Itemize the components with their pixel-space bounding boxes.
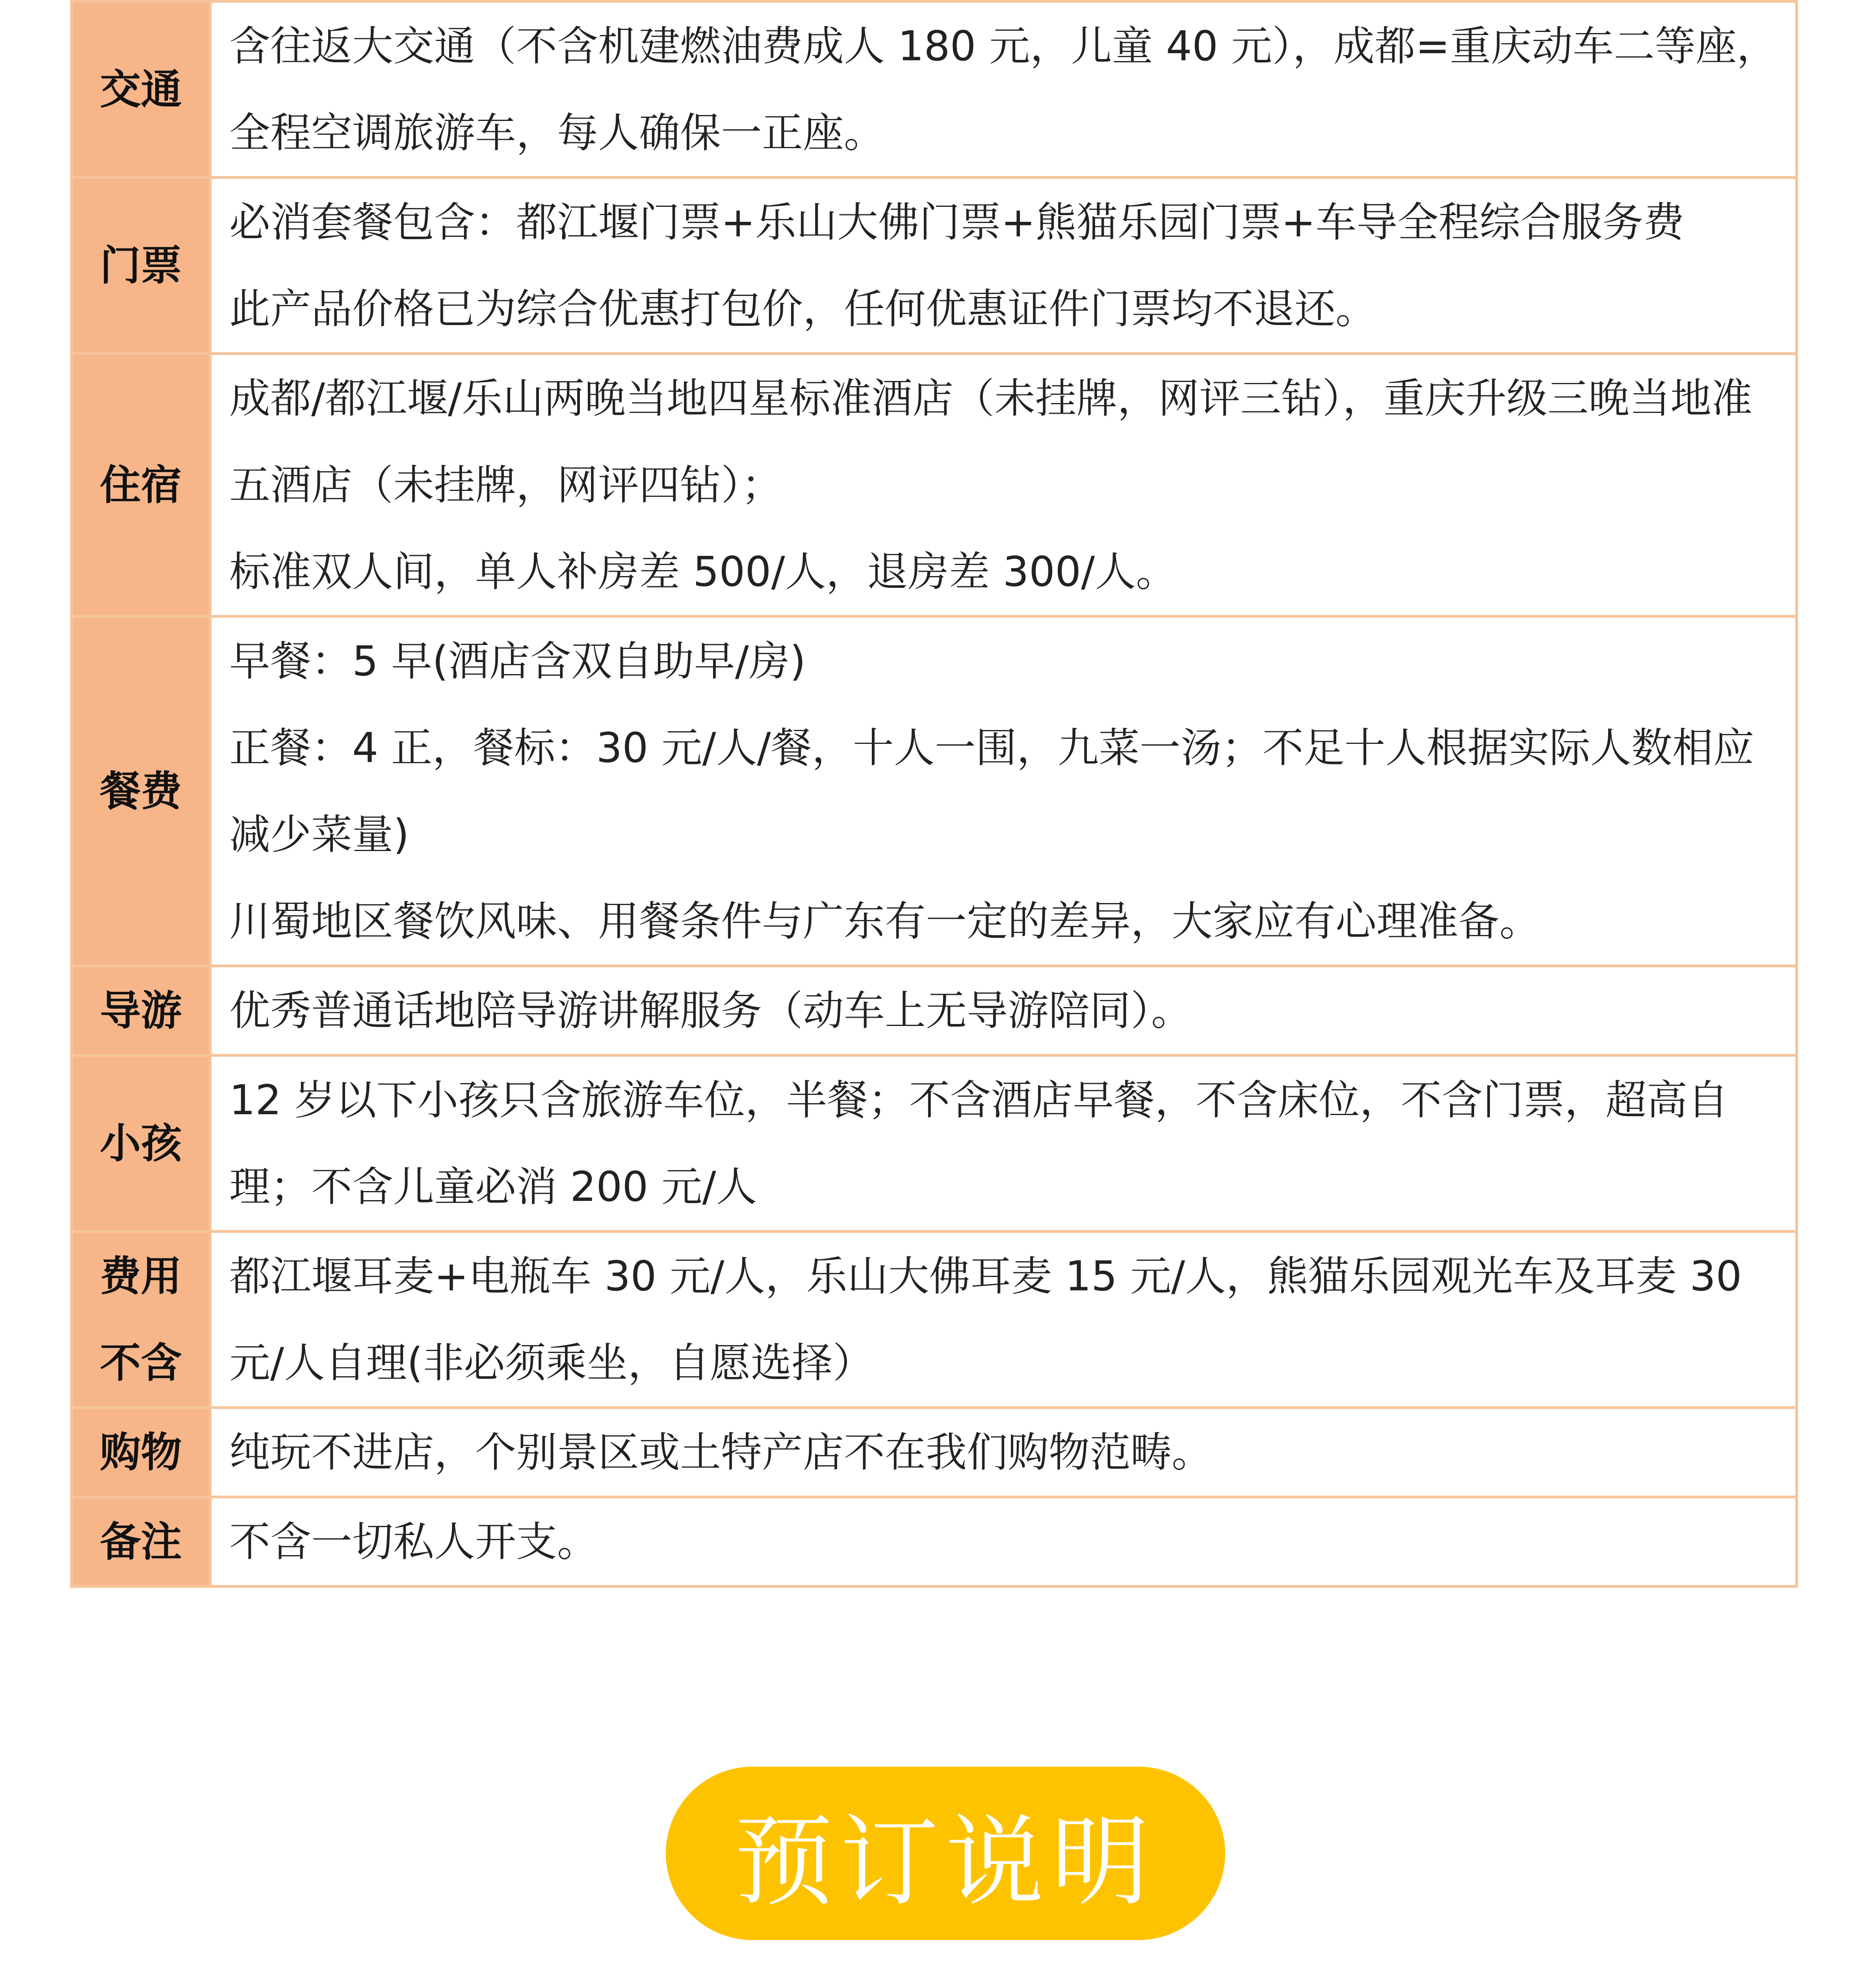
row-content-line: 此产品价格已为综合优惠打包价，任何优惠证件门票均不退还。 [229, 285, 1377, 333]
table-row-shopping [72, 1408, 1797, 1497]
row-label [72, 178, 210, 354]
row-content [210, 178, 1797, 354]
row-content [210, 1056, 1797, 1232]
row-content-line: 川蜀地区餐饮风味、用餐条件与广东有一定的差异，大家应有心理准备。 [229, 897, 1541, 945]
row-label-text: 小孩 [100, 1119, 182, 1167]
row-content [210, 1408, 1797, 1497]
row-content [210, 2, 1797, 178]
row-content-line: 早餐：5 早(酒店含双自助早/房) [229, 637, 806, 685]
row-label [72, 354, 210, 617]
row-label [72, 1232, 210, 1408]
table-row-remarks [72, 1497, 1797, 1587]
row-content-line: 必消套餐包含：都江堰门票+乐山大佛门票+熊猫乐园门票+车导全程综合服务费 [229, 198, 1685, 246]
row-content-line: 优秀普通话地陪导游讲解服务（动车上无导游陪同）。 [229, 987, 1192, 1035]
row-content [210, 1232, 1797, 1408]
row-label [72, 1408, 210, 1497]
row-label-text: 餐费 [100, 767, 182, 815]
row-label [72, 1056, 210, 1232]
row-content-line: 不含一切私人开支。 [229, 1518, 598, 1566]
row-label-text: 不含 [100, 1339, 182, 1387]
row-label [72, 966, 210, 1056]
row-label [72, 1497, 210, 1587]
table-row-meals [72, 617, 1797, 966]
row-label-text: 备注 [100, 1518, 182, 1566]
row-label [72, 2, 210, 178]
row-label-text: 购物 [100, 1428, 182, 1476]
row-label-text: 导游 [100, 987, 182, 1035]
row-content-line: 纯玩不进店，个别景区或土特产店不在我们购物范畴。 [229, 1428, 1213, 1476]
row-content-line: 成都/都江堰/乐山两晚当地四星标准酒店（未挂牌，网评三钻），重庆升级三晚当地准五酒店（未挂牌，网评四钻）； [229, 374, 1753, 509]
table-row-tickets [72, 178, 1797, 354]
section-title: 预订说明 [734, 1805, 1157, 1919]
row-content-line: 都江堰耳麦+电瓶车 30 元/人，乐山大佛耳麦 15 元/人，熊猫乐园观光车及耳麦 30 元/人自理(非必须乘坐，自愿选择） [229, 1252, 1742, 1387]
row-label-text: 交通 [100, 65, 182, 113]
table-row-accommodation [72, 354, 1797, 617]
itinerary-info-table [70, 0, 1798, 1588]
table-row-guide [72, 966, 1797, 1056]
row-label-text: 费用 [100, 1252, 182, 1300]
row-content [210, 1497, 1797, 1587]
row-content-line: 正餐：4 正，餐标：30 元/人/餐，十人一围，九菜一汤；不足十人根据实际人数相应减少菜量) [229, 724, 1754, 859]
table-row-transport [72, 2, 1797, 178]
row-content [210, 617, 1797, 966]
table-row-excluded-costs [72, 1232, 1797, 1408]
row-content-line: 12 岁以下小孩只含旅游车位，半餐；不含酒店早餐，不含床位，不含门票，超高自理；不含儿童必消 200 元/人 [229, 1076, 1729, 1211]
section-title-badge [666, 1767, 1225, 1940]
row-label-text: 门票 [100, 242, 182, 290]
row-content [210, 354, 1797, 617]
row-label [72, 617, 210, 966]
row-content-line: 含往返大交通（不含机建燃油费成人 180 元，儿童 40 元），成都=重庆动车二等座，全程空调旅游车，每人确保一正座。 [229, 22, 1778, 157]
row-content-line: 标准双人间，单人补房差 500/人，退房差 300/人。 [229, 548, 1177, 596]
row-content [210, 966, 1797, 1056]
row-label-text: 住宿 [100, 461, 182, 509]
table-row-children [72, 1056, 1797, 1232]
